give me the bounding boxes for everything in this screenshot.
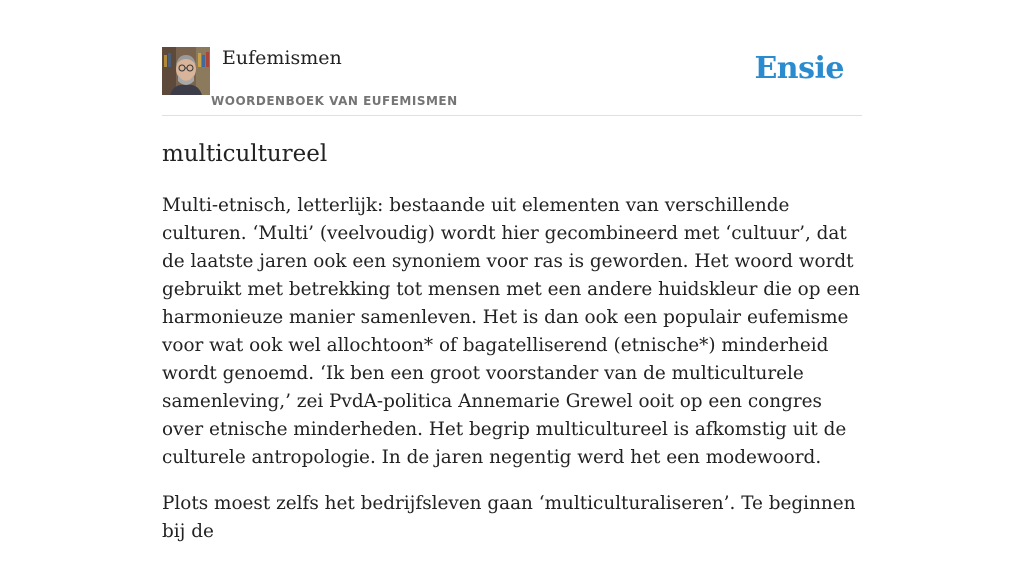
article-body xyxy=(162,192,862,564)
publication-name[interactable]: WOORDENBOEK VAN EUFEMISMEN xyxy=(211,94,458,108)
page-title: multicultureel xyxy=(162,141,328,167)
article-paragraph: Plots moest zelfs het bedrijfsleven gaan ‘multiculturaliseren’. Te beginnen bij de xyxy=(162,493,856,542)
article-paragraph: Multi-etnisch, letterlijk: bestaande uit elementen van verschillende culturen. ‘Multi’ (veelvoudig) wordt hier gecombineerd met ‘cultuur’, dat de laatste jaren ook een synoniem voor ras is geworden. Het woord wordt gebruikt met betrekking tot mensen met een andere huidskleur die op een harmonieuze manier samenleven. Het is dan ook een populair eufemisme voor wat ook wel allochtoon* of bagatelliserend (etnische*) minderheid wordt genoemd. ‘Ik ben een groot voorstander van de multiculturele samenleving,’ zei PvdA-politica Annemarie Grewel ooit op een congres over etnische minderheden. Het begrip multicultureel is afkomstig uit de culturele antropologie. In de jaren negentig werd het een modewoord. xyxy=(162,195,860,468)
author-name[interactable]: Eufemismen xyxy=(222,47,342,69)
author-avatar[interactable] xyxy=(162,47,210,95)
ensie-logo[interactable]: Ensie xyxy=(754,51,844,86)
author-portrait-icon xyxy=(162,47,210,95)
header xyxy=(162,0,862,116)
article-container xyxy=(162,0,862,542)
